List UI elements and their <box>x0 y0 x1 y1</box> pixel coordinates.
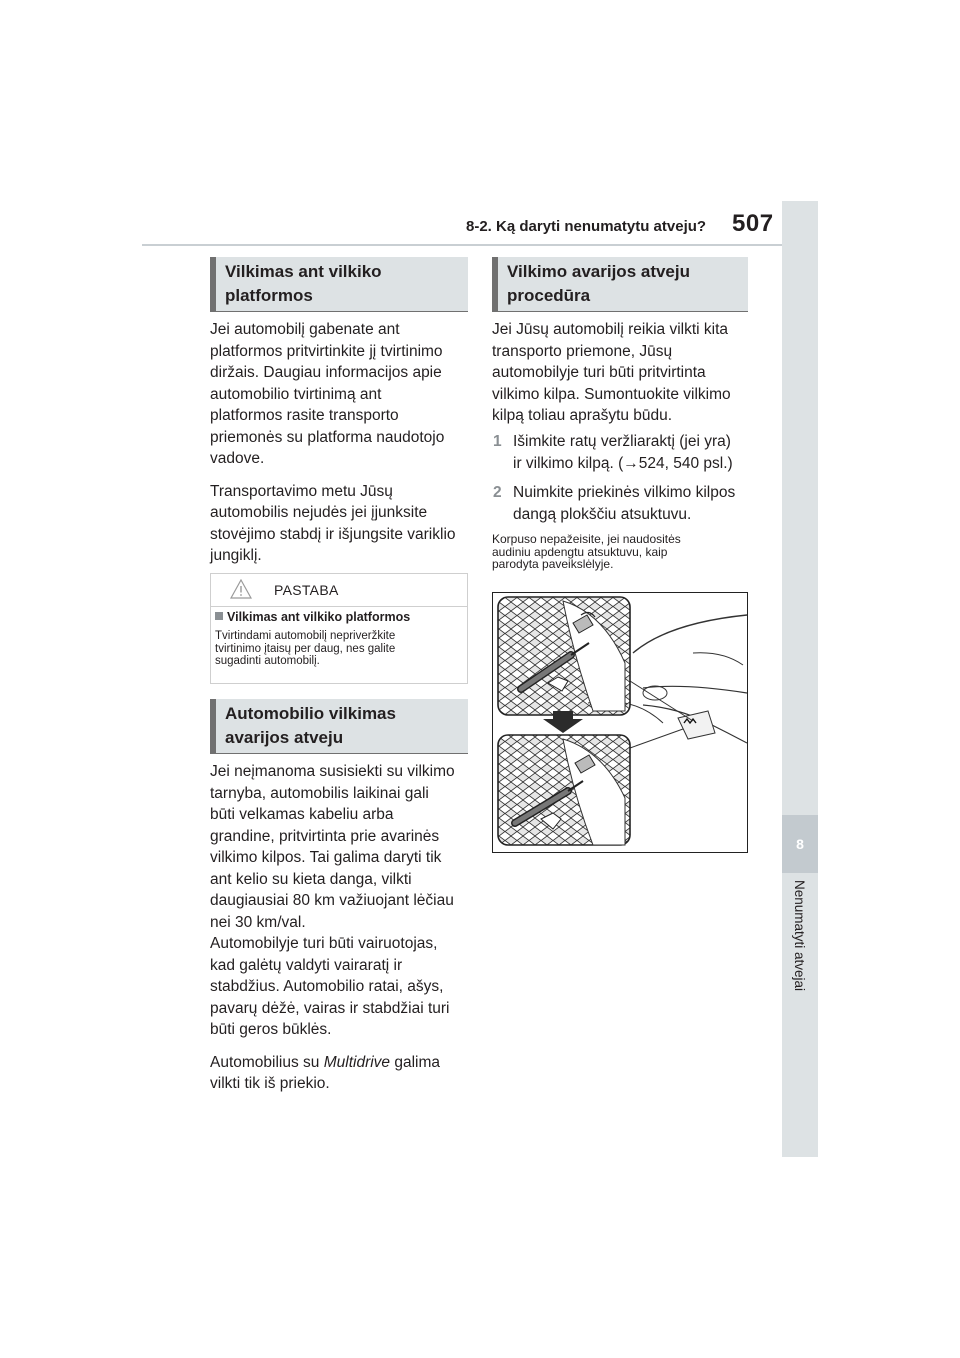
text-line: ant kelio su kieta danga, vilkti <box>210 870 412 888</box>
text-fragment: Automobilius su <box>210 1053 324 1071</box>
text-line: Automobilyje turi būti vairuotojas, <box>210 935 438 952</box>
text-line: automobilyje turi būti pritvirtinta <box>492 364 706 381</box>
text-line: Transportavimo metu Jūsų <box>210 482 393 500</box>
small-note <box>492 533 762 571</box>
text-line: būti velkamas kabeliu arba <box>210 806 394 823</box>
text-fragment: galima <box>390 1053 441 1071</box>
text-line: parodyta paveikslėlyje. <box>492 557 614 571</box>
note-header <box>211 574 467 607</box>
text-line: dangą plokščiu atsuktuvu. <box>513 505 692 523</box>
step-number: 2 <box>493 484 502 501</box>
towing-procedure-intro <box>492 319 760 438</box>
text-line: audiniu apdengtu atsuktuvu, kaip <box>492 544 668 559</box>
italic-term: Multidrive <box>323 1053 391 1071</box>
paragraph <box>210 1052 472 1095</box>
heading-line: Vilkimo avarijos atveju <box>507 262 690 281</box>
illustration-drawing <box>493 593 747 852</box>
emergency-towing-body <box>210 761 472 1106</box>
text-line: automobilio tvirtinimą ant <box>210 385 382 403</box>
text-line: tvirtinimo įtaisų per daug, nes galite <box>215 642 396 655</box>
heading-line: Automobilio vilkimas <box>225 704 396 723</box>
section-heading-platform-towing <box>210 257 468 312</box>
paragraph <box>210 319 472 470</box>
note-subheading-text: Vilkimas ant vilkiko platformos <box>227 610 411 624</box>
paragraph <box>492 319 760 427</box>
text-line: Jei Jūsų automobilį reikia vilkti kita <box>492 321 729 338</box>
chapter-side-label <box>782 880 818 1020</box>
text-line: automobilis nejudės jei įjunksite <box>210 504 428 521</box>
text-line: kad galėtų valdyti vairaratį ir <box>210 956 403 974</box>
text-line: vadove. <box>210 450 265 467</box>
step-item <box>493 482 753 525</box>
text-line: Nuimkite priekinės vilkimo kilpos <box>513 484 736 501</box>
note-title: PASTABA <box>274 582 339 598</box>
gray-square-bullet-icon <box>215 612 223 620</box>
step-text <box>513 482 753 525</box>
text-line: nei 30 km/val. <box>210 913 306 931</box>
page-number: 507 <box>732 210 774 237</box>
running-header-title: 8-2. Ką daryti nenumatytu atveju? <box>466 218 707 235</box>
text-line: Korpuso nepažeisite, jei naudositės <box>492 532 681 546</box>
heading-line: platformos <box>225 286 313 305</box>
platform-towing-body <box>210 319 472 578</box>
text-line: vilkimo kilpos. Tai galima daryti tik <box>210 849 442 866</box>
text-line: kilpą toliau aprašytu būdu. <box>492 407 673 424</box>
note-subheading <box>215 610 410 624</box>
text-line: diržais. Daugiau informacijos apie <box>210 364 442 381</box>
heading-line: Vilkimas ant vilkiko <box>225 262 382 281</box>
text-line: stovėjimo stabdį ir išjungsite variklio <box>210 525 456 543</box>
text-line: grandine, pritvirtinta prie avarinės <box>210 827 440 845</box>
warning-triangle-icon <box>230 579 252 599</box>
paragraph <box>210 481 472 567</box>
text-line: platformos pritvirtinkite jį tvirtinimo <box>210 342 443 360</box>
note-text <box>215 630 465 668</box>
paragraph <box>210 761 472 1041</box>
step-item <box>493 431 753 474</box>
step-number: 1 <box>493 433 502 450</box>
text-line: Jei automobilį gabenate ant <box>210 321 400 338</box>
text-line: ir vilkimo kilpą. (→524, 540 psl.) <box>513 454 733 472</box>
text-line: Išimkite ratų veržliaraktį (jei yra) <box>513 433 731 450</box>
header-rule <box>142 244 782 246</box>
text-line: platformos rasite transporto <box>210 407 399 424</box>
text-line: priemonės su platforma naudotojo <box>210 428 445 446</box>
text-line: tarnyba, automobilis laikinai gali <box>210 784 429 802</box>
text-line: daugiausiai 80 km važiuojant lėčiau <box>210 892 454 909</box>
towing-eyelet-cover-illustration <box>492 592 748 853</box>
text-line: Jei neįmanoma susisiekti su vilkimo <box>210 763 455 780</box>
chapter-side-label-text: Nenumatyti atvejai <box>792 880 807 992</box>
text-line: Tvirtindami automobilį nepriveržkite <box>215 630 396 642</box>
heading-line: avarijos atveju <box>225 728 344 747</box>
text-line: sugadinti automobilį. <box>215 655 320 667</box>
section-heading-towing-procedure <box>492 257 748 312</box>
section-heading-emergency-towing <box>210 699 468 754</box>
text-line: pavarų dėžė, vairas ir stabdžiai turi <box>210 999 450 1017</box>
chapter-number-tab: 8 <box>782 815 818 873</box>
step-text <box>513 431 753 474</box>
text-line: stabdžius. Automobilio ratai, ašys, <box>210 978 444 995</box>
text-line: vilkti tik iš priekio. <box>210 1075 330 1092</box>
text-line: jungiklį. <box>210 547 262 564</box>
heading-line: procedūra <box>507 286 591 305</box>
caution-note-box <box>210 573 468 684</box>
text-line: transporto priemone, Jūsų <box>492 342 673 360</box>
text-line: būti geros būklės. <box>210 1021 332 1038</box>
text-line: vilkimo kilpa. Sumontuokite vilkimo <box>492 385 731 403</box>
